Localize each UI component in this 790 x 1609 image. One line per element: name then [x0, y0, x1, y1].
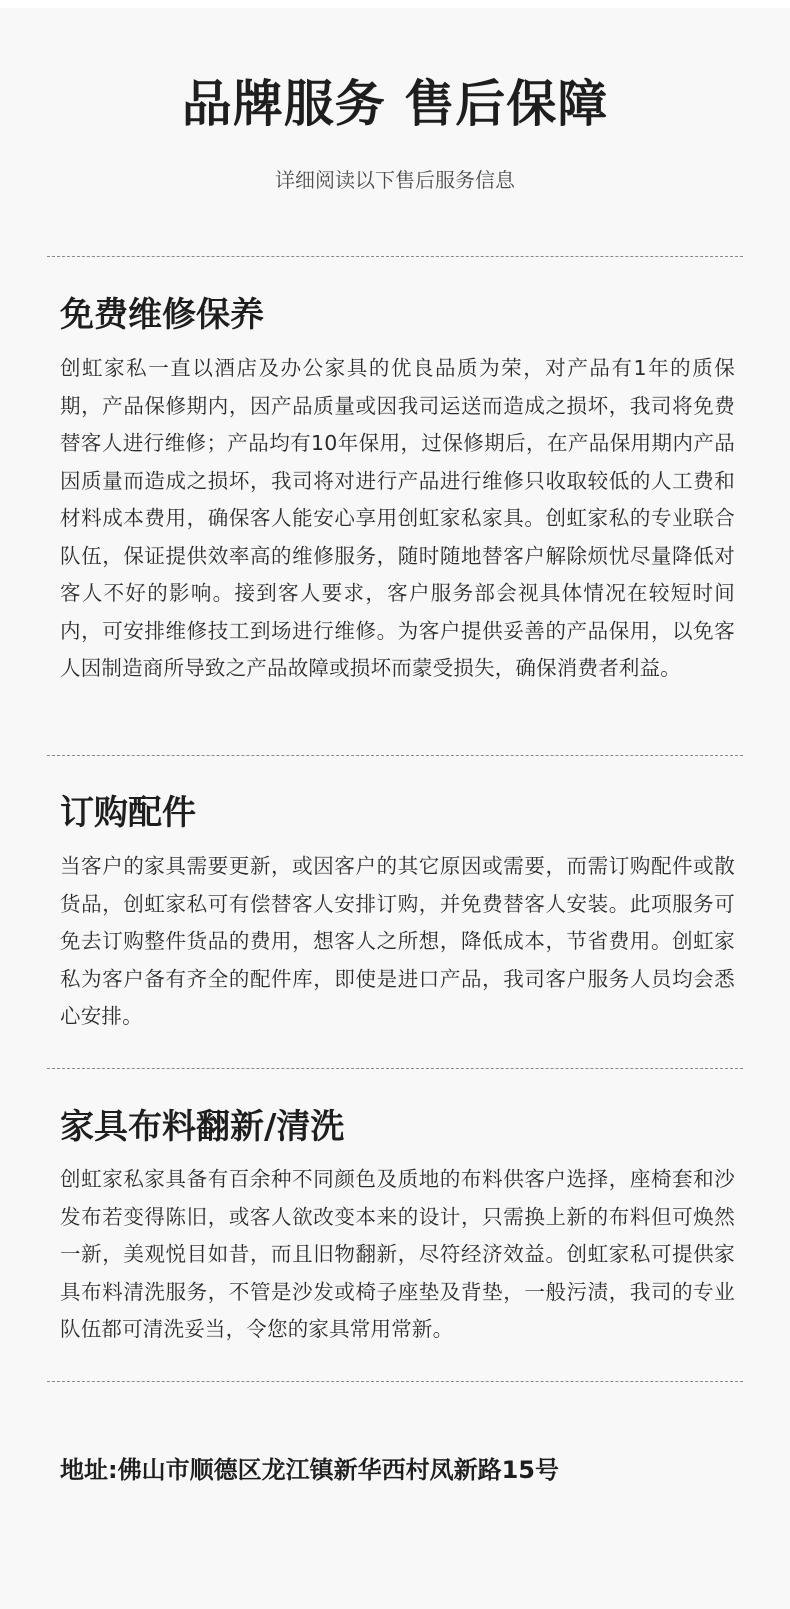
divider — [47, 755, 743, 756]
top-strip — [0, 0, 790, 8]
section-body-fabric-renewal: 创虹家私家具备有百余种不同颜色及质地的布料供客户选择，座椅套和沙发布若变得陈旧，或客人欲改变本来的设计，只需换上新的布料但可焕然一新，美观悦目如昔，而且旧物翻新，尽符经济效益。创虹家私可提供家具布料清洗服务，不管是沙发或椅子座垫及背垫，一般污渍，我司的专业队伍都可清洗妥当，令您的家具常用常新。 — [60, 1167, 735, 1341]
section-title-parts-order: 订购配件 — [60, 793, 196, 833]
page-subtitle: 详细阅读以下售后服务信息 — [275, 168, 515, 192]
section-title-free-repair: 免费维修保养 — [60, 295, 264, 335]
section-title-fabric-renewal: 家具布料翻新/清洗 — [60, 1107, 345, 1147]
divider — [47, 1068, 743, 1069]
divider — [47, 256, 743, 257]
section-body-parts-order: 当客户的家具需要更新，或因客户的其它原因或需要，而需订购配件或散货品，创虹家私可有偿替客人安排订购，并免费替客人安装。此项服务可免去订购整件货品的费用，想客人之所想，降低成本，节省费用。创虹家私为客户备有齐全的配件库，即使是进口产品，我司客户服务人员均会悉心安排。 — [60, 854, 735, 1028]
divider — [47, 1381, 743, 1382]
page-title: 品牌服务 售后保障 — [181, 75, 609, 133]
section-body-free-repair: 创虹家私一直以酒店及办公家具的优良品质为荣，对产品有1年的质保期，产品保修期内，因产品质量或因我司运送而造成之损坏，我司将免费替客人进行维修；产品均有10年保用，过保修期后，在产品保用期内产品因质量而造成之损坏，我司将对进行产品进行维修只收取较低的人工费和材料成本费用，确保客人能安心享用创虹家私家具。创虹家私的专业联合队伍，保证提供效率高的维修服务，随时随地替客户解除烦忧尽量降低对客人不好的影响。接到客人要求，客户服务部会视具体情况在较短时间内，可安排维修技工到场进行维修。为客户提供妥善的产品保用，以免客人因制造商所导致之产品故障或损坏而蒙受损失，确保消费者利益。 — [60, 356, 735, 680]
address-text: 地址:佛山市顺德区龙江镇新华西村凤新路15号 — [60, 1456, 559, 1484]
